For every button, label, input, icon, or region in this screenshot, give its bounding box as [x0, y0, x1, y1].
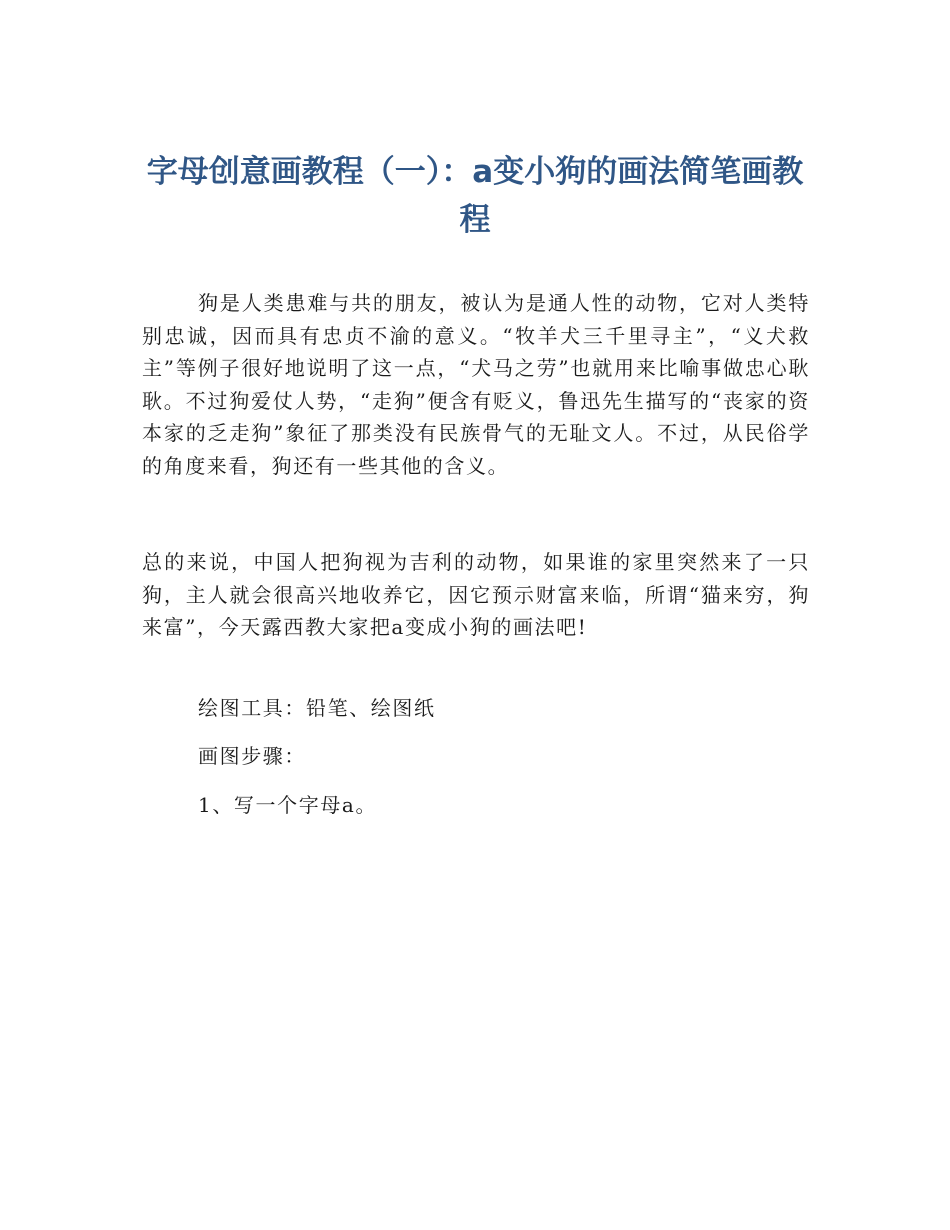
- summary-paragraph: 总的来说，中国人把狗视为吉利的动物，如果谁的家里突然来了一只狗，主人就会很高兴地收养它，因它预示财富来临，所谓“猫来穷，狗来富”，今天露西教大家把a变成小狗的画法吧!: [142, 550, 810, 639]
- step-1: 1、写一个字母a。: [198, 793, 378, 817]
- document-title: 字母创意画教程（一）：a变小狗的画法简笔画教程: [146, 154, 804, 238]
- tools-line: 绘图工具：铅笔、绘图纸: [198, 696, 436, 720]
- intro-paragraph: 狗是人类患难与共的朋友，被认为是通人性的动物，它对人类特别忠诚，因而具有忠贞不渝的意义。“牧羊犬三千里寻主”，“义犬救主”等例子很好地说明了这一点，“犬马之劳”也就用来比喻事做忠心耿耿。不过狗爱仗人势，“走狗”便含有贬义，鲁迅先生描写的“丧家的资本家的乏走狗”象征了那类没有民族骨气的无耻文人。不过，从民俗学的角度来看，狗还有一些其他的含义。: [142, 291, 810, 478]
- steps-heading: 画图步骤：: [198, 744, 306, 768]
